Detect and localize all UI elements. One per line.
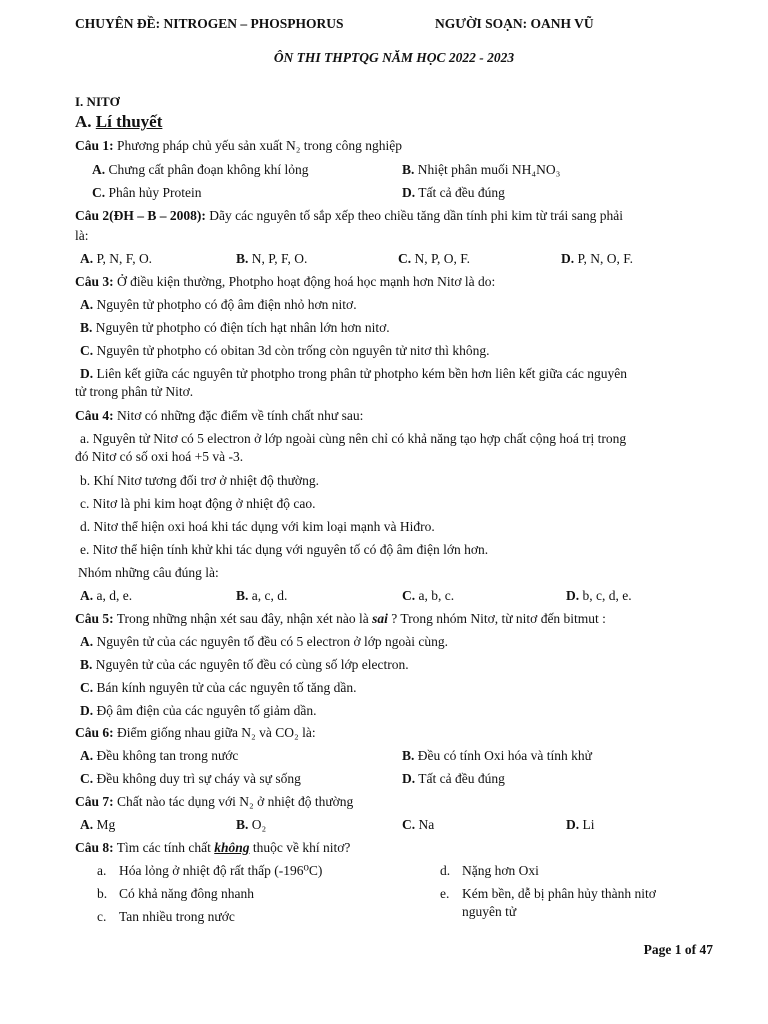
- question-text: Ở điều kiện thường, Photpho hoạt động hoá học mạnh hơn Nitơ là do:: [117, 274, 496, 289]
- option-c: [80, 680, 357, 696]
- question-label: Câu 3:: [75, 274, 114, 289]
- question-text: Trong những nhận xét sau đây, nhận xét nào là: [116, 611, 369, 626]
- option-c: [80, 771, 301, 787]
- option-d: [80, 366, 627, 382]
- option-text: Tất cả đều đúng: [418, 185, 505, 200]
- option-text: Tất cả đều đúng: [418, 771, 505, 786]
- option-text: Đều không tan trong nước: [96, 748, 239, 763]
- option-text: Nhiệt phân muối NH₄NO₃: [417, 162, 561, 177]
- statement-b: b. Khí Nitơ tương đối trơ ở nhiệt độ thường.: [80, 473, 319, 488]
- option-key: A.: [80, 251, 94, 266]
- option-text: O₂: [251, 817, 267, 832]
- statement-d: d. Nitơ thể hiện oxi hoá khi tác dụng với kim loại mạnh và Hiđro.: [80, 519, 435, 534]
- option-a: [80, 748, 238, 764]
- document-subtitle: ÔN THI THPTQG NĂM HỌC 2022 - 2023: [273, 50, 515, 65]
- option-text: a, b, c.: [418, 588, 455, 603]
- option-key: D.: [566, 588, 580, 603]
- option-text: Phân hủy Protein: [108, 185, 202, 200]
- item-text: Có khả năng đông nhanh: [119, 886, 254, 901]
- option-b: [80, 320, 390, 336]
- question-label: Câu 4:: [75, 408, 114, 423]
- option-key: C.: [402, 817, 416, 832]
- property-e-cont: nguyên tử: [462, 904, 517, 919]
- option-text: Độ âm điện của các nguyên tố giảm dần.: [96, 703, 317, 718]
- option-key: B.: [236, 588, 249, 603]
- statement-a: a. Nguyên tử Nitơ có 5 electron ở lớp ngoài cùng nên chỉ có khả năng tạo hợp chất cộng hoá trị trong: [80, 431, 627, 446]
- option-key: D.: [80, 703, 94, 718]
- option-a: [80, 634, 448, 650]
- question-4: [75, 408, 363, 424]
- item-key: d.: [440, 863, 451, 878]
- item-text: Hóa lỏng ở nhiệt độ rất thấp (-196⁰C): [119, 863, 323, 878]
- option-key: A.: [92, 162, 106, 177]
- option-key: B.: [80, 320, 93, 335]
- option-key: B.: [236, 817, 249, 832]
- option-d-cont: tử trong phân tử Nitơ.: [75, 384, 194, 399]
- option-text: Nguyên tử photpho có độ âm điện nhỏ hơn nitơ.: [96, 297, 357, 312]
- question-text-end: ? Trong nhóm Nitơ, từ nitơ đến bitmut :: [391, 611, 606, 626]
- property-b: [97, 886, 254, 902]
- item-key: a.: [97, 863, 107, 878]
- question-6: [75, 725, 316, 741]
- question-8: [75, 840, 350, 856]
- question-text: Tìm các tính chất: [116, 840, 211, 855]
- header-topic: CHUYÊN ĐỀ: NITROGEN – PHOSPHORUS: [75, 16, 344, 31]
- question-text: Nitơ có những đặc điểm về tính chất như sau:: [117, 408, 364, 423]
- option-key: B.: [402, 162, 415, 177]
- item-text: Tan nhiều trong nước: [119, 909, 235, 924]
- question-3: [75, 274, 495, 290]
- option-key: A.: [80, 297, 94, 312]
- option-key: D.: [561, 251, 575, 266]
- question-label: Câu 5:: [75, 611, 114, 626]
- question-5: [75, 611, 606, 627]
- option-text: Nguyên tử của các nguyên tố đều có 5 electron ở lớp ngoài cùng.: [96, 634, 448, 649]
- statement-e: e. Nitơ thể hiện tính khử khi tác dụng với nguyên tố có độ âm điện lớn hơn.: [80, 542, 489, 557]
- option-c: [402, 588, 454, 604]
- question-1: [75, 138, 402, 154]
- option-text: Nguyên tử photpho có obitan 3d còn trống còn nguyên tử nitơ thì không.: [96, 343, 490, 358]
- option-key: A.: [80, 748, 94, 763]
- page-number: Page 1 of 47: [643, 942, 713, 957]
- option-c: [80, 343, 489, 359]
- option-key: B.: [80, 657, 93, 672]
- property-d: [440, 863, 539, 879]
- part-letter: A.: [75, 112, 92, 131]
- question-label: Câu 2(ĐH – B – 2008):: [75, 208, 206, 223]
- option-text: Nguyên tử photpho có điện tích hạt nhân lớn hơn nitơ.: [95, 320, 390, 335]
- option-b: [236, 817, 266, 833]
- option-key: C.: [80, 343, 94, 358]
- option-a: [80, 588, 132, 604]
- option-a: [80, 251, 152, 267]
- option-d: [561, 251, 633, 267]
- item-key: e.: [440, 886, 450, 901]
- property-a: [97, 863, 322, 879]
- question-text-cont: là:: [75, 228, 89, 243]
- option-a: [80, 297, 357, 313]
- option-a: [80, 817, 115, 833]
- option-key: C.: [80, 771, 94, 786]
- option-d: [566, 588, 632, 604]
- question-text: Dãy các nguyên tố sắp xếp theo chiều tăng dần tính phi kim từ trái sang phải: [209, 208, 623, 223]
- option-text: P, N, F, O.: [96, 251, 153, 266]
- statement-a-cont: đó Nitơ có số oxi hoá +5 và -3.: [75, 449, 244, 464]
- option-key: D.: [80, 366, 94, 381]
- option-text: Na: [418, 817, 435, 832]
- option-text: Li: [582, 817, 595, 832]
- option-b: [236, 588, 287, 604]
- option-text: Nguyên tử của các nguyên tố đều có cùng số lớp electron.: [95, 657, 409, 672]
- option-text: Liên kết giữa các nguyên tử photpho trong phân tử photpho kém bền hơn liên kết giữa các nguyên: [96, 366, 628, 381]
- statement-c: c. Nitơ là phi kim hoạt động ở nhiệt độ cao.: [80, 496, 316, 511]
- option-d: [402, 185, 505, 201]
- question-7: [75, 794, 353, 810]
- question-2: [75, 208, 623, 224]
- running-header: [75, 16, 713, 32]
- question-label: Câu 1:: [75, 138, 114, 153]
- option-text: Đều không duy trì sự cháy và sự sống: [96, 771, 301, 786]
- option-c: [398, 251, 470, 267]
- option-text: Chưng cất phân đoạn không khí lỏng: [108, 162, 309, 177]
- question-text: Chất nào tác dụng với N₂ ở nhiệt độ thường: [117, 794, 354, 809]
- option-key: B.: [236, 251, 249, 266]
- option-key: C.: [80, 680, 94, 695]
- statement-prompt: Nhóm những câu đúng là:: [78, 565, 219, 580]
- item-text: Kém bền, dễ bị phân hủy thành nitơ: [462, 886, 656, 901]
- question-label: Câu 6:: [75, 725, 114, 740]
- option-key: A.: [80, 634, 94, 649]
- option-key: D.: [566, 817, 580, 832]
- option-text: a, d, e.: [96, 588, 133, 603]
- option-text: N, P, F, O.: [251, 251, 308, 266]
- option-text: P, N, O, F.: [577, 251, 634, 266]
- question-label: Câu 7:: [75, 794, 114, 809]
- option-key: C.: [92, 185, 106, 200]
- document-page: [75, 0, 713, 1024]
- option-a: [92, 162, 309, 178]
- question-label: Câu 8:: [75, 840, 114, 855]
- option-d: [80, 703, 317, 719]
- option-d: [402, 771, 505, 787]
- part-title: Lí thuyết: [95, 112, 163, 131]
- option-key: D.: [402, 185, 416, 200]
- option-text: N, P, O, F.: [414, 251, 471, 266]
- option-key: A.: [80, 817, 94, 832]
- question-text: Phương pháp chủ yếu sản xuất N₂ trong công nghiệp: [117, 138, 403, 153]
- option-text: a, c, d.: [251, 588, 288, 603]
- option-b: [402, 162, 560, 178]
- option-key: C.: [402, 588, 416, 603]
- option-text: b, c, d, e.: [582, 588, 632, 603]
- section-heading: I. NITƠ: [75, 94, 120, 109]
- option-text: Bán kính nguyên tử của các nguyên tố tăng dần.: [96, 680, 357, 695]
- option-key: C.: [398, 251, 412, 266]
- header-author: NGƯỜI SOẠN: OANH VŨ: [435, 16, 594, 31]
- question-text-end: thuộc về khí nitơ?: [252, 840, 351, 855]
- option-c: [402, 817, 434, 833]
- option-b: [80, 657, 409, 673]
- option-key: A.: [80, 588, 94, 603]
- question-emphasis: không: [214, 840, 250, 855]
- option-b: [402, 748, 592, 764]
- question-emphasis: sai: [372, 611, 388, 626]
- option-text: Mg: [96, 817, 116, 832]
- part-heading: [75, 114, 162, 130]
- item-text: Nặng hơn Oxi: [462, 863, 539, 878]
- item-key: b.: [97, 886, 108, 901]
- option-b: [236, 251, 307, 267]
- option-c: [92, 185, 202, 201]
- property-c: [97, 909, 235, 925]
- option-text: Đều có tính Oxi hóa và tính khử: [417, 748, 592, 763]
- option-key: D.: [402, 771, 416, 786]
- property-e: [440, 886, 656, 902]
- question-text: Điểm giống nhau giữa N₂ và CO₂ là:: [117, 725, 316, 740]
- option-d: [566, 817, 595, 833]
- option-key: B.: [402, 748, 415, 763]
- item-key: c.: [97, 909, 107, 924]
